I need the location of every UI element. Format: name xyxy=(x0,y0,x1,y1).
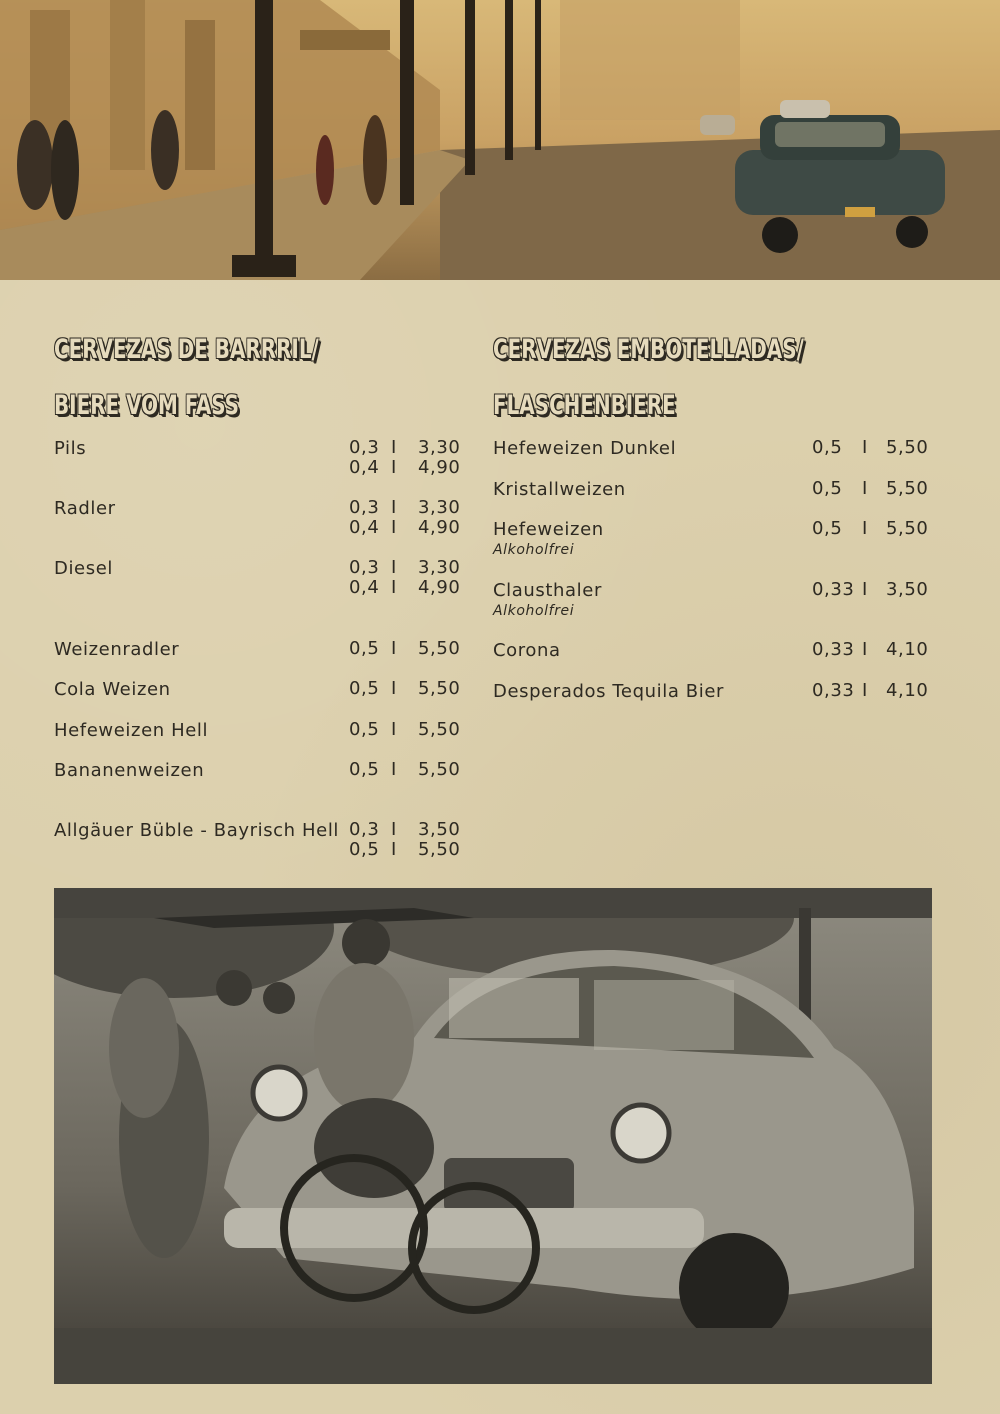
price-separator: I xyxy=(391,819,397,840)
serving-size: 0,5 xyxy=(349,719,380,740)
price-separator: I xyxy=(862,437,868,458)
menu-item-name: Kristallweizen xyxy=(493,479,626,500)
menu-item-name: Allgäuer Büble - Bayrisch Hell xyxy=(54,820,340,841)
price-separator: I xyxy=(391,719,397,740)
price-separator: I xyxy=(391,517,397,538)
price-row xyxy=(349,578,459,598)
bottled-beer-heading xyxy=(493,322,933,434)
menu-item-name: Hefeweizen Dunkel xyxy=(493,438,677,459)
price-row xyxy=(349,639,459,659)
menu-item-prices xyxy=(349,558,459,598)
price-separator: I xyxy=(862,518,868,539)
price-row xyxy=(349,458,459,478)
menu-item-name: Weizenradler xyxy=(54,639,180,660)
price-amount: 4,90 xyxy=(418,577,461,598)
price-amount: 4,10 xyxy=(886,639,929,660)
menu-item-prices xyxy=(812,519,927,539)
menu-item-prices xyxy=(812,479,927,499)
price-amount: 5,50 xyxy=(418,759,461,780)
bottled-beer-title-line-1: CERVEZAS EMBOTELLADAS/ xyxy=(493,334,804,365)
serving-size: 0,3 xyxy=(349,497,380,518)
price-row xyxy=(349,679,459,699)
bottled-beer-title-line-2: FLASCHENBIERE xyxy=(493,390,676,421)
menu-item-prices xyxy=(812,640,927,660)
serving-size: 0,5 xyxy=(349,839,380,860)
menu-item-note: Alkoholfrei xyxy=(493,542,575,558)
menu-item-prices xyxy=(349,720,459,740)
serving-size: 0,4 xyxy=(349,577,380,598)
price-amount: 5,50 xyxy=(418,839,461,860)
price-separator: I xyxy=(391,577,397,598)
draft-beer-title-line-2: BIERE VOM FASS xyxy=(54,390,239,421)
price-separator: I xyxy=(862,639,868,660)
price-row xyxy=(349,498,459,518)
menu-item-name: Radler xyxy=(54,498,116,519)
serving-size: 0,5 xyxy=(812,518,843,539)
price-row xyxy=(349,438,459,458)
price-row xyxy=(812,681,927,701)
price-row xyxy=(812,640,927,660)
price-row xyxy=(812,580,927,600)
menu-item-prices xyxy=(349,438,459,478)
serving-size: 0,33 xyxy=(812,639,855,660)
price-amount: 5,50 xyxy=(418,678,461,699)
menu-item-name: Clausthaler xyxy=(493,580,602,601)
price-separator: I xyxy=(391,437,397,458)
price-separator: I xyxy=(391,638,397,659)
serving-size: 0,33 xyxy=(812,680,855,701)
header-photo-street xyxy=(0,0,1000,280)
draft-beer-title-line-1: CERVEZAS DE BARRRIL/ xyxy=(54,334,319,365)
serving-size: 0,33 xyxy=(812,579,855,600)
price-amount: 5,50 xyxy=(418,638,461,659)
serving-size: 0,4 xyxy=(349,457,380,478)
price-separator: I xyxy=(391,678,397,699)
serving-size: 0,3 xyxy=(349,437,380,458)
menu-item-name: Corona xyxy=(493,640,561,661)
price-separator: I xyxy=(862,478,868,499)
price-amount: 5,50 xyxy=(886,518,929,539)
price-amount: 3,50 xyxy=(886,579,929,600)
menu-item-name: Hefeweizen Hell xyxy=(54,720,209,741)
serving-size: 0,5 xyxy=(812,478,843,499)
price-row xyxy=(349,558,459,578)
draft-beer-section xyxy=(54,322,464,860)
menu-item-prices xyxy=(812,580,927,600)
menu-item-prices xyxy=(349,679,459,699)
price-separator: I xyxy=(391,557,397,578)
menu-item-prices xyxy=(349,760,459,780)
serving-size: 0,3 xyxy=(349,557,380,578)
price-row xyxy=(349,518,459,538)
menu-item-name: Bananenweizen xyxy=(54,760,205,781)
serving-size: 0,5 xyxy=(349,678,380,699)
serving-size: 0,5 xyxy=(349,638,380,659)
menu-item-name: Pils xyxy=(54,438,87,459)
price-row xyxy=(812,479,927,499)
menu-item-prices xyxy=(812,438,927,458)
price-amount: 4,10 xyxy=(886,680,929,701)
serving-size: 0,5 xyxy=(349,759,380,780)
menu-item-prices xyxy=(349,498,459,538)
price-separator: I xyxy=(391,457,397,478)
price-row xyxy=(349,720,459,740)
price-amount: 3,30 xyxy=(418,557,461,578)
price-separator: I xyxy=(391,759,397,780)
price-amount: 4,90 xyxy=(418,517,461,538)
menu-item-name: Hefeweizen xyxy=(493,519,604,540)
serving-size: 0,5 xyxy=(812,437,843,458)
menu-item-name: Desperados Tequila Bier xyxy=(493,681,725,702)
price-separator: I xyxy=(391,497,397,518)
price-amount: 4,90 xyxy=(418,457,461,478)
price-amount: 5,50 xyxy=(886,478,929,499)
price-amount: 5,50 xyxy=(418,719,461,740)
price-row xyxy=(349,760,459,780)
price-row xyxy=(349,840,459,860)
price-amount: 3,50 xyxy=(418,819,461,840)
price-row xyxy=(349,820,459,840)
serving-size: 0,3 xyxy=(349,819,380,840)
price-row xyxy=(812,519,927,539)
footer-photo-car xyxy=(54,888,932,1384)
menu-item-name: Cola Weizen xyxy=(54,679,171,700)
price-amount: 3,30 xyxy=(418,497,461,518)
menu-item-prices xyxy=(812,681,927,701)
price-row xyxy=(812,438,927,458)
menu-item-prices xyxy=(349,820,459,860)
draft-beer-heading xyxy=(54,322,464,434)
menu-item-name: Diesel xyxy=(54,558,113,579)
price-amount: 3,30 xyxy=(418,437,461,458)
price-amount: 5,50 xyxy=(886,437,929,458)
price-separator: I xyxy=(391,839,397,860)
menu-item-prices xyxy=(349,639,459,659)
price-separator: I xyxy=(862,680,868,701)
serving-size: 0,4 xyxy=(349,517,380,538)
bottled-beer-section xyxy=(493,322,933,702)
menu-item-note: Alkoholfrei xyxy=(493,603,575,619)
price-separator: I xyxy=(862,579,868,600)
